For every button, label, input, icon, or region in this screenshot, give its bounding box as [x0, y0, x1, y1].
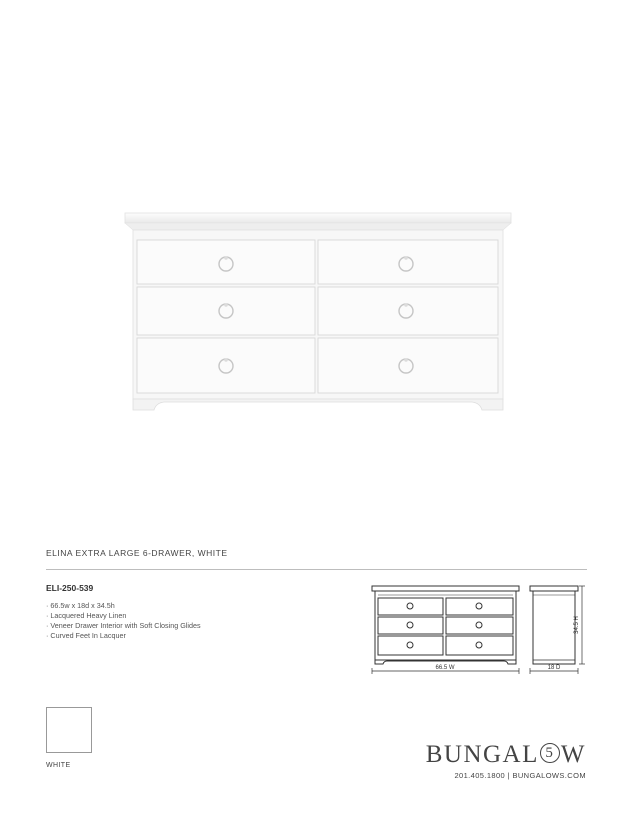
depth-label: 18 D: [547, 665, 561, 671]
feature-item: · Veneer Drawer Interior with Soft Closing Glides: [46, 621, 201, 630]
brand-logo-o: [540, 743, 560, 763]
front-elevation: [372, 586, 519, 664]
finish-label: WHITE: [46, 762, 71, 769]
side-elevation: [530, 586, 578, 664]
brand-contact: 201.405.1800 | BUNGALOWS.COM: [454, 771, 586, 780]
width-label: 66.5 W: [435, 665, 455, 671]
brand-logo: [426, 741, 586, 769]
brand-name-end: W: [560, 741, 586, 768]
feature-item: · 66.5w x 18d x 34.5h: [46, 601, 115, 610]
dimension-drawing: [366, 581, 586, 676]
product-image: [120, 205, 516, 420]
feature-item: · Curved Feet In Lacquer: [46, 631, 126, 640]
divider: [46, 569, 587, 570]
feature-list: [46, 601, 201, 641]
product-sku: ELI-250-539: [46, 583, 94, 593]
height-label: 34.5 H: [574, 616, 580, 634]
brand-name-start: BUNGAL: [425, 741, 539, 768]
brand-logo-glyph: 5: [545, 745, 555, 761]
finish-swatch: [46, 707, 92, 753]
product-title: ELINA EXTRA LARGE 6-DRAWER, WHITE: [46, 548, 228, 558]
feature-item: · Lacquered Heavy Linen: [46, 611, 127, 620]
